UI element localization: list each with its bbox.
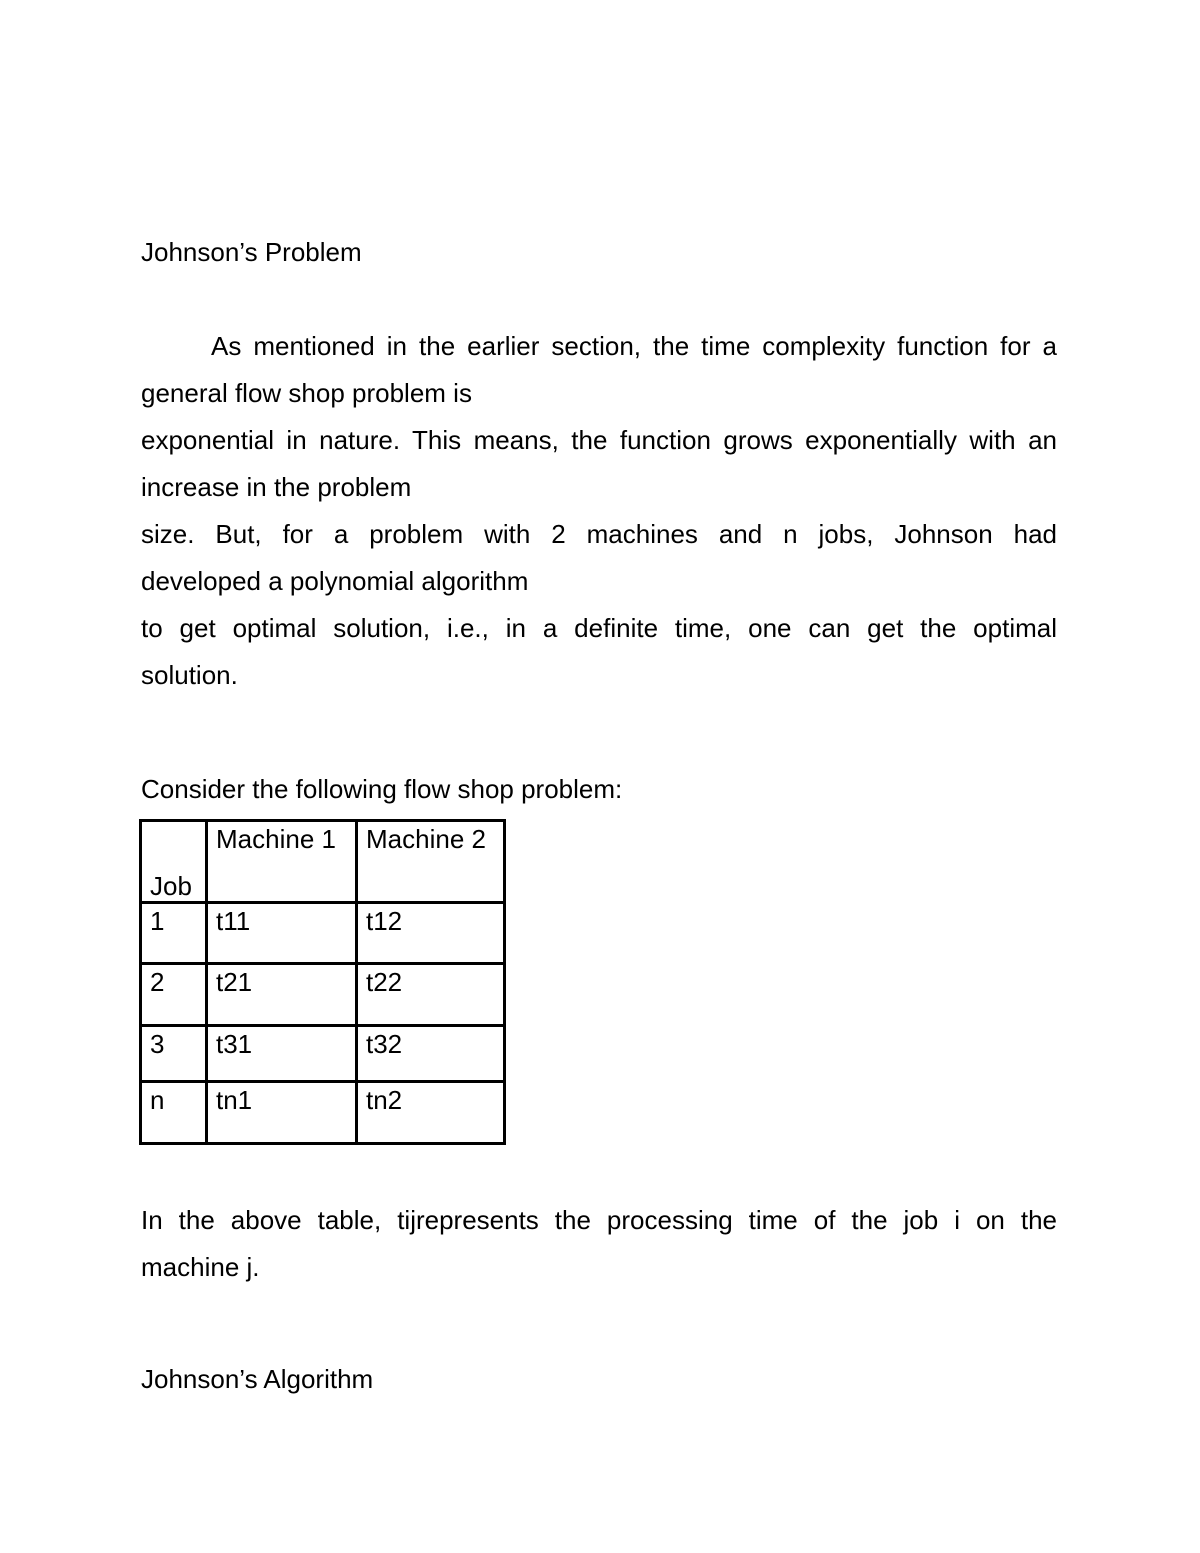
table-cell	[141, 1082, 207, 1144]
subheading: Johnson’s Algorithm	[141, 1364, 374, 1394]
cell-value: 3	[150, 1029, 165, 1059]
table-cell	[357, 1082, 505, 1144]
table-cell	[141, 903, 207, 964]
table-row	[141, 1082, 505, 1144]
cell-value: t31	[216, 1029, 253, 1059]
note-line: machine j.	[141, 1252, 260, 1282]
cell-value: 1	[150, 906, 165, 936]
table-intro: Consider the following flow shop problem:	[141, 774, 623, 804]
paragraph-line: to get optimal solution, i.e., in a definite time, one can get the optimal	[141, 613, 1057, 643]
table-cell	[207, 903, 357, 964]
header-cell-machine-1	[207, 821, 357, 903]
header-cell-job	[141, 821, 207, 903]
header-label: Machine 2	[366, 824, 486, 854]
paragraph-line: general flow shop problem is	[141, 378, 472, 408]
section-title: Johnson’s Problem	[141, 237, 362, 267]
table-cell	[357, 1026, 505, 1082]
table-row	[141, 964, 505, 1026]
header-label: Job	[150, 871, 192, 901]
table-cell	[207, 1082, 357, 1144]
table-header-row	[141, 821, 505, 903]
cell-value: t22	[366, 967, 403, 997]
flow-shop-table	[139, 819, 506, 1145]
cell-value: t12	[366, 906, 403, 936]
cell-value: tn2	[366, 1085, 403, 1115]
header-label: Machine 1	[216, 824, 336, 854]
cell-value: 2	[150, 967, 165, 997]
note-line: In the above table, tijrepresents the processing time of the job i on the	[141, 1205, 1057, 1235]
table-cell	[357, 964, 505, 1026]
paragraph-line: developed a polynomial algorithm	[141, 566, 529, 596]
paragraph-line: size. But, for a problem with 2 machines and n jobs, Johnson had	[141, 519, 1057, 549]
cell-value: t21	[216, 967, 253, 997]
cell-value: tn1	[216, 1085, 253, 1115]
paragraph-line: As mentioned in the earlier section, the time complexity function for a	[211, 331, 1057, 361]
paragraph-line: solution.	[141, 660, 238, 690]
table-cell	[357, 903, 505, 964]
table-cell	[207, 1026, 357, 1082]
table-cell	[141, 964, 207, 1026]
paragraph-line: exponential in nature. This means, the function grows exponentially with an	[141, 425, 1057, 455]
table-cell	[207, 964, 357, 1026]
table-cell	[141, 1026, 207, 1082]
intro-paragraph	[141, 323, 1057, 699]
header-cell-machine-2	[357, 821, 505, 903]
paragraph-line: increase in the problem	[141, 472, 412, 502]
table-row	[141, 1026, 505, 1082]
cell-value: n	[150, 1085, 165, 1115]
table-note	[141, 1197, 1057, 1291]
cell-value: t32	[366, 1029, 403, 1059]
table-row	[141, 903, 505, 964]
cell-value: t11	[216, 906, 251, 936]
